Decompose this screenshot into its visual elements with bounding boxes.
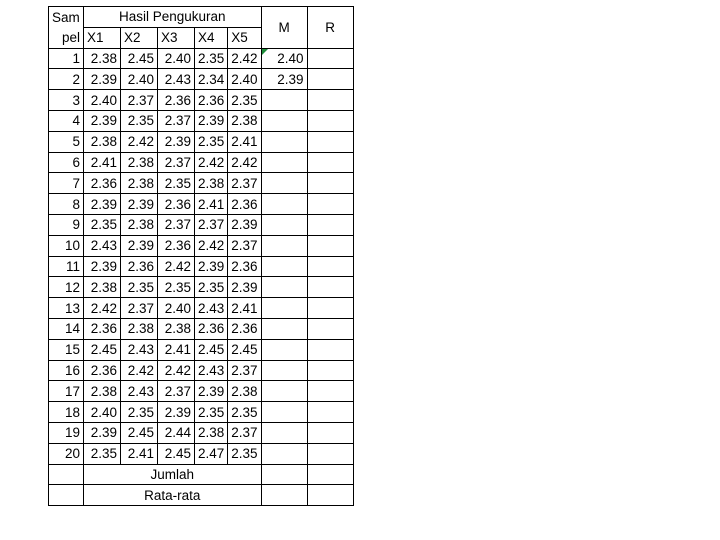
sample-number-cell[interactable]: 4 (49, 110, 84, 131)
m-value: 2.39 (277, 71, 304, 87)
x1-cell[interactable]: 2.39 (84, 194, 121, 215)
x4-cell[interactable]: 2.36 (195, 318, 228, 339)
m-header[interactable]: M (261, 7, 307, 49)
r-cell[interactable] (307, 318, 353, 339)
x4-cell[interactable]: 2.41 (195, 194, 228, 215)
r-cell[interactable] (307, 214, 353, 235)
m-cell[interactable] (261, 235, 307, 256)
m-cell[interactable] (261, 90, 307, 111)
x2-cell[interactable]: 2.42 (121, 131, 158, 152)
sample-number-cell[interactable]: 10 (49, 235, 84, 256)
x4-cell[interactable]: 2.35 (195, 131, 228, 152)
table-row (49, 235, 354, 256)
sample-number-cell[interactable]: 5 (49, 131, 84, 152)
x5-cell[interactable]: 2.37 (228, 173, 261, 194)
x1-cell[interactable]: 2.38 (84, 48, 121, 69)
table-row (49, 152, 354, 173)
x1-cell[interactable]: 2.36 (84, 173, 121, 194)
x3-cell[interactable]: 2.36 (158, 194, 195, 215)
rata-rata-row (49, 485, 354, 506)
x5-cell[interactable]: 2.37 (228, 422, 261, 443)
x1-cell[interactable]: 2.39 (84, 256, 121, 277)
x5-cell[interactable]: 2.42 (228, 48, 261, 69)
x5-cell[interactable]: 2.38 (228, 381, 261, 402)
x5-cell[interactable]: 2.35 (228, 90, 261, 111)
x3-cell[interactable]: 2.37 (158, 381, 195, 402)
x1-cell[interactable]: 2.42 (84, 298, 121, 319)
m-cell[interactable] (261, 318, 307, 339)
r-cell[interactable] (307, 402, 353, 423)
m-cell[interactable] (261, 194, 307, 215)
sample-number-cell[interactable]: 1 (49, 48, 84, 69)
r-cell[interactable] (307, 298, 353, 319)
x1-cell[interactable]: 2.43 (84, 235, 121, 256)
m-cell[interactable] (261, 443, 307, 464)
x4-cell[interactable]: 2.39 (195, 381, 228, 402)
x4-cell[interactable]: 2.47 (195, 443, 228, 464)
m-cell[interactable] (261, 173, 307, 194)
x3-cell[interactable]: 2.43 (158, 69, 195, 90)
r-cell[interactable] (307, 277, 353, 298)
measurement-table (48, 6, 354, 506)
x3-cell[interactable]: 2.35 (158, 277, 195, 298)
m-cell[interactable] (261, 256, 307, 277)
r-cell[interactable] (307, 110, 353, 131)
table-row (49, 277, 354, 298)
x4-cell[interactable]: 2.38 (195, 173, 228, 194)
x4-cell[interactable]: 2.37 (195, 214, 228, 235)
x4-cell[interactable]: 2.35 (195, 277, 228, 298)
x4-cell[interactable]: 2.39 (195, 110, 228, 131)
x5-cell[interactable]: 2.38 (228, 110, 261, 131)
r-header[interactable]: R (307, 7, 353, 49)
m-cell[interactable] (261, 277, 307, 298)
x5-cell[interactable]: 2.36 (228, 318, 261, 339)
x4-cell[interactable]: 2.42 (195, 235, 228, 256)
x2-cell[interactable]: 2.41 (121, 443, 158, 464)
sample-number-cell[interactable]: 7 (49, 173, 84, 194)
table-row (49, 339, 354, 360)
x3-cell[interactable]: 2.45 (158, 443, 195, 464)
m-cell[interactable] (261, 360, 307, 381)
x2-cell[interactable]: 2.40 (121, 69, 158, 90)
x4-header[interactable]: X4 (195, 27, 228, 48)
sample-number-cell[interactable]: 13 (49, 298, 84, 319)
x3-cell[interactable]: 2.44 (158, 422, 195, 443)
table-row (49, 443, 354, 464)
x4-cell[interactable]: 2.39 (195, 256, 228, 277)
sample-number-cell[interactable]: 18 (49, 402, 84, 423)
x1-cell[interactable]: 2.41 (84, 152, 121, 173)
x1-cell[interactable]: 2.39 (84, 422, 121, 443)
table-row (49, 256, 354, 277)
x1-cell[interactable]: 2.36 (84, 360, 121, 381)
sample-number-cell[interactable]: 9 (49, 214, 84, 235)
table-row (49, 422, 354, 443)
sample-number-cell[interactable]: 19 (49, 422, 84, 443)
x3-cell[interactable]: 2.37 (158, 152, 195, 173)
x5-cell[interactable]: 2.45 (228, 339, 261, 360)
r-cell[interactable] (307, 194, 353, 215)
x2-cell[interactable]: 2.38 (121, 173, 158, 194)
x3-cell[interactable]: 2.42 (158, 360, 195, 381)
x5-cell[interactable]: 2.39 (228, 214, 261, 235)
table-row (49, 194, 354, 215)
m-value: 2.40 (277, 50, 304, 66)
x3-cell[interactable]: 2.39 (158, 131, 195, 152)
table-row (49, 214, 354, 235)
hasil-pengukuran-header[interactable]: Hasil Pengukuran (84, 7, 262, 28)
x1-cell[interactable]: 2.38 (84, 131, 121, 152)
x3-cell[interactable]: 2.37 (158, 214, 195, 235)
x2-cell[interactable]: 2.37 (121, 90, 158, 111)
x1-cell[interactable]: 2.35 (84, 214, 121, 235)
x5-cell[interactable]: 2.36 (228, 194, 261, 215)
rata-rata-blank-cell[interactable] (49, 485, 84, 506)
x1-cell[interactable]: 2.40 (84, 402, 121, 423)
x2-cell[interactable]: 2.43 (121, 339, 158, 360)
x2-cell[interactable]: 2.39 (121, 194, 158, 215)
rata-rata-m-cell[interactable] (261, 485, 307, 506)
sample-number-cell[interactable]: 8 (49, 194, 84, 215)
x1-cell[interactable]: 2.39 (84, 110, 121, 131)
x2-cell[interactable]: 2.35 (121, 277, 158, 298)
r-cell[interactable] (307, 339, 353, 360)
m-cell[interactable] (261, 298, 307, 319)
x2-cell[interactable]: 2.39 (121, 235, 158, 256)
m-cell[interactable] (261, 110, 307, 131)
x4-cell[interactable]: 2.34 (195, 69, 228, 90)
m-cell[interactable] (261, 69, 307, 90)
x4-cell[interactable]: 2.36 (195, 90, 228, 111)
x1-cell[interactable]: 2.40 (84, 90, 121, 111)
jumlah-m-cell[interactable] (261, 464, 307, 485)
x2-cell[interactable]: 2.36 (121, 256, 158, 277)
table-row (49, 381, 354, 402)
x2-cell[interactable]: 2.38 (121, 318, 158, 339)
table-row (49, 173, 354, 194)
x3-cell[interactable]: 2.40 (158, 298, 195, 319)
x1-cell[interactable]: 2.36 (84, 318, 121, 339)
m-cell[interactable] (261, 152, 307, 173)
m-cell[interactable] (261, 48, 307, 69)
x5-header[interactable]: X5 (228, 27, 261, 48)
table-row (49, 69, 354, 90)
header-row-1 (49, 7, 354, 28)
x5-cell[interactable]: 2.36 (228, 256, 261, 277)
r-cell[interactable] (307, 48, 353, 69)
r-cell[interactable] (307, 152, 353, 173)
x3-header[interactable]: X3 (158, 27, 195, 48)
x3-cell[interactable]: 2.38 (158, 318, 195, 339)
x3-cell[interactable]: 2.39 (158, 402, 195, 423)
x4-cell[interactable]: 2.38 (195, 422, 228, 443)
x5-cell[interactable]: 2.41 (228, 298, 261, 319)
sample-number-cell[interactable]: 20 (49, 443, 84, 464)
x2-cell[interactable]: 2.45 (121, 422, 158, 443)
sample-number-cell[interactable]: 16 (49, 360, 84, 381)
x1-header[interactable]: X1 (84, 27, 121, 48)
x1-cell[interactable]: 2.39 (84, 69, 121, 90)
m-cell[interactable] (261, 339, 307, 360)
jumlah-blank-cell[interactable] (49, 464, 84, 485)
x1-cell[interactable]: 2.38 (84, 381, 121, 402)
r-cell[interactable] (307, 173, 353, 194)
x5-cell[interactable]: 2.37 (228, 360, 261, 381)
x5-cell[interactable]: 2.39 (228, 277, 261, 298)
table-row (49, 110, 354, 131)
sample-number-cell[interactable]: 6 (49, 152, 84, 173)
m-cell[interactable] (261, 131, 307, 152)
table-row (49, 90, 354, 111)
x2-cell[interactable]: 2.42 (121, 360, 158, 381)
r-cell[interactable] (307, 381, 353, 402)
x2-cell[interactable]: 2.38 (121, 152, 158, 173)
error-indicator-icon (262, 49, 268, 55)
x2-cell[interactable]: 2.35 (121, 402, 158, 423)
x3-cell[interactable]: 2.36 (158, 90, 195, 111)
x3-cell[interactable]: 2.35 (158, 173, 195, 194)
x1-cell[interactable]: 2.35 (84, 443, 121, 464)
sample-number-cell[interactable]: 17 (49, 381, 84, 402)
table-row (49, 131, 354, 152)
x4-cell[interactable]: 2.45 (195, 339, 228, 360)
x2-cell[interactable]: 2.38 (121, 214, 158, 235)
jumlah-label[interactable]: Jumlah (84, 464, 262, 485)
m-cell[interactable] (261, 402, 307, 423)
m-cell[interactable] (261, 214, 307, 235)
x3-cell[interactable]: 2.36 (158, 235, 195, 256)
x3-cell[interactable]: 2.42 (158, 256, 195, 277)
table-row (49, 48, 354, 69)
rata-rata-r-cell[interactable] (307, 485, 353, 506)
x5-cell[interactable]: 2.35 (228, 402, 261, 423)
m-cell[interactable] (261, 381, 307, 402)
x5-cell[interactable]: 2.42 (228, 152, 261, 173)
r-cell[interactable] (307, 235, 353, 256)
sample-number-cell[interactable]: 12 (49, 277, 84, 298)
x5-cell[interactable]: 2.41 (228, 131, 261, 152)
r-cell[interactable] (307, 69, 353, 90)
x1-cell[interactable]: 2.45 (84, 339, 121, 360)
table-row (49, 402, 354, 423)
x4-cell[interactable]: 2.42 (195, 152, 228, 173)
x4-cell[interactable]: 2.43 (195, 298, 228, 319)
r-cell[interactable] (307, 422, 353, 443)
sample-number-cell[interactable]: 15 (49, 339, 84, 360)
jumlah-r-cell[interactable] (307, 464, 353, 485)
table-row (49, 318, 354, 339)
x5-cell[interactable]: 2.35 (228, 443, 261, 464)
x5-cell[interactable]: 2.40 (228, 69, 261, 90)
sample-number-cell[interactable]: 11 (49, 256, 84, 277)
x2-cell[interactable]: 2.35 (121, 110, 158, 131)
sample-number-cell[interactable]: 3 (49, 90, 84, 111)
x3-cell[interactable]: 2.37 (158, 110, 195, 131)
x2-header[interactable]: X2 (121, 27, 158, 48)
rata-rata-label[interactable]: Rata-rata (84, 485, 262, 506)
x3-cell[interactable]: 2.41 (158, 339, 195, 360)
x1-cell[interactable]: 2.38 (84, 277, 121, 298)
x4-cell[interactable]: 2.35 (195, 48, 228, 69)
x5-cell[interactable]: 2.37 (228, 235, 261, 256)
r-cell[interactable] (307, 360, 353, 381)
r-cell[interactable] (307, 443, 353, 464)
x4-cell[interactable]: 2.43 (195, 360, 228, 381)
r-cell[interactable] (307, 256, 353, 277)
r-cell[interactable] (307, 131, 353, 152)
x2-cell[interactable]: 2.37 (121, 298, 158, 319)
jumlah-row (49, 464, 354, 485)
table-row (49, 360, 354, 381)
x2-cell[interactable]: 2.45 (121, 48, 158, 69)
sample-number-cell[interactable]: 2 (49, 69, 84, 90)
table-row (49, 298, 354, 319)
sampel-header-bottom[interactable]: pel (49, 27, 84, 48)
x3-cell[interactable]: 2.40 (158, 48, 195, 69)
sample-number-cell[interactable]: 14 (49, 318, 84, 339)
x4-cell[interactable]: 2.35 (195, 402, 228, 423)
data-rows (49, 48, 354, 464)
r-cell[interactable] (307, 90, 353, 111)
x2-cell[interactable]: 2.43 (121, 381, 158, 402)
sampel-header-top[interactable]: Sam (49, 7, 84, 28)
m-cell[interactable] (261, 422, 307, 443)
